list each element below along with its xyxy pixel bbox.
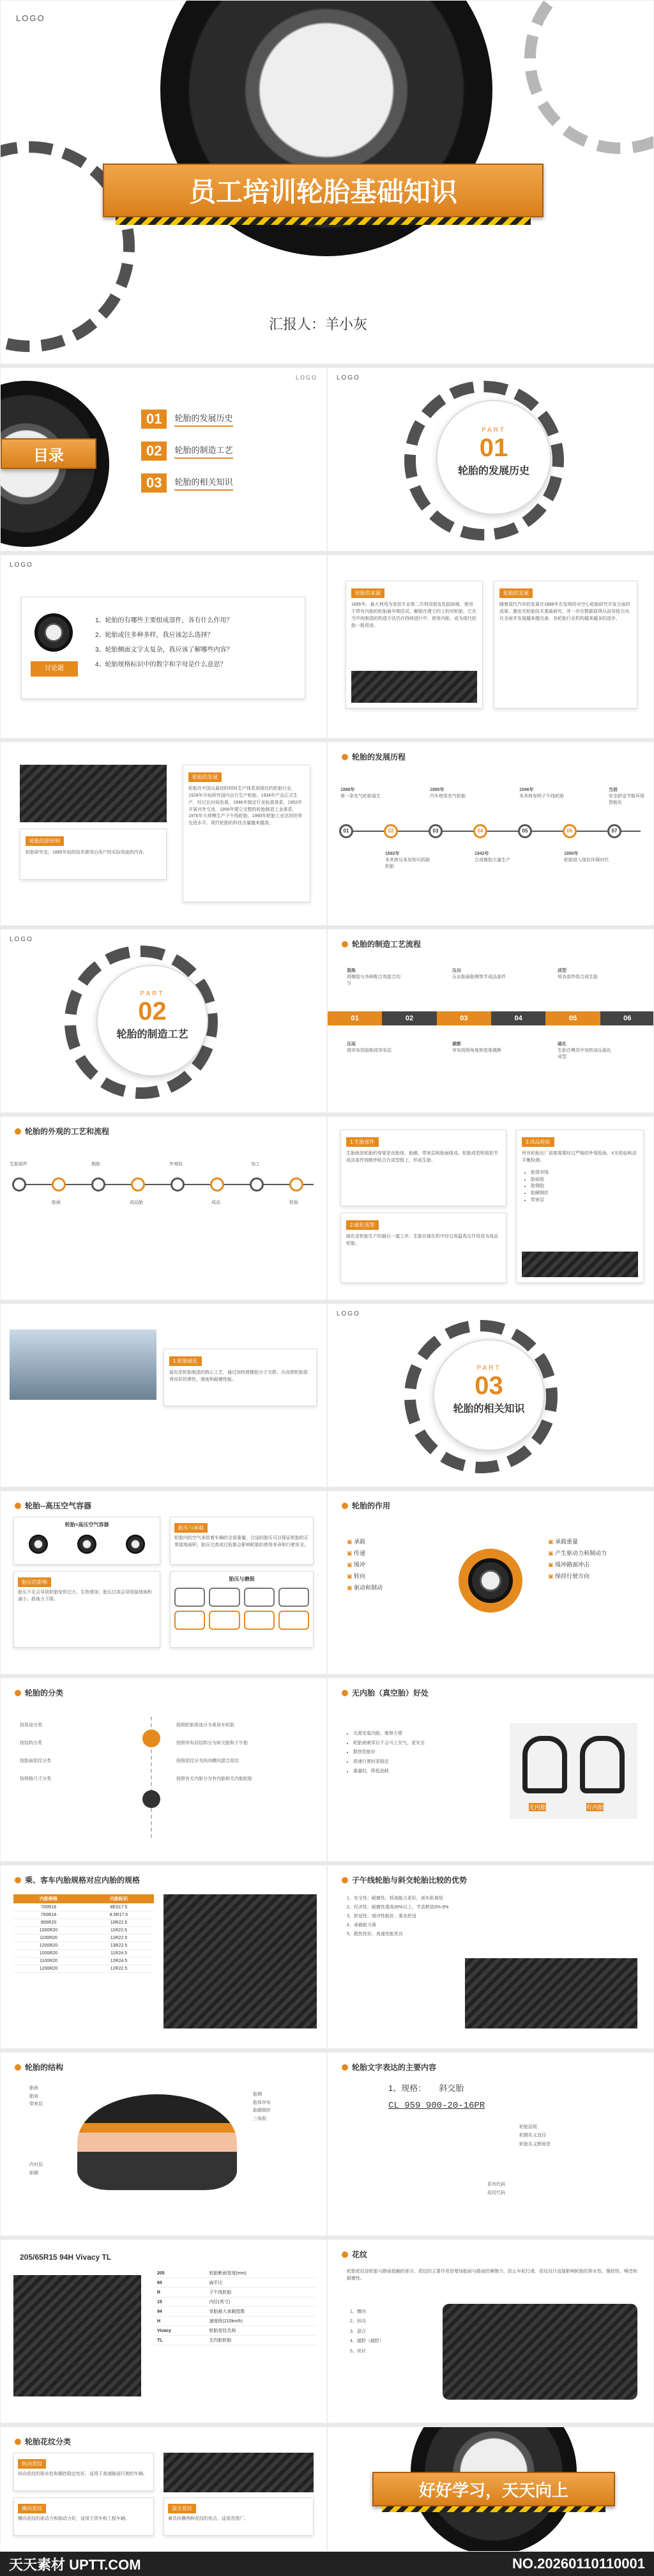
tread-icon	[209, 1588, 240, 1607]
watermark-bar	[0, 2552, 654, 2576]
tubeless-slide[interactable]	[327, 1678, 654, 1862]
section-title: 花纹	[342, 2249, 367, 2260]
toc-title: 目录	[1, 438, 96, 469]
cover-slide[interactable]	[0, 0, 654, 364]
table-row: H 速度级(210km/h)	[154, 2317, 317, 2326]
tube-icon	[580, 1736, 625, 1793]
category-icon	[142, 1729, 160, 1747]
part2-slide[interactable]	[0, 929, 327, 1113]
pattern-card-3: 混合花纹 兼具纵横两种花纹的优点，适用范围广。	[164, 2497, 314, 2536]
table-row: 1200R20 13R22.5	[13, 1942, 154, 1950]
classify-slide[interactable]	[0, 1678, 327, 1862]
tire-photo	[20, 765, 167, 822]
function-slide[interactable]	[327, 1491, 654, 1675]
flow-label: 外观检	[169, 1162, 183, 1167]
process-slide[interactable]	[327, 929, 654, 1113]
table-row: 15 内径(英寸)	[154, 2297, 317, 2307]
code-meanings-top: 轮胎层级 轮辋名义直径 轮胎名义断面宽	[519, 2125, 551, 2147]
wheel-icon	[126, 1535, 145, 1554]
toc-item[interactable]: 02 轮胎的制造工艺	[141, 441, 233, 461]
watermark-left: 天天素材 UPTT.COM	[9, 2556, 141, 2573]
flow-node	[289, 1177, 303, 1192]
bullet-icon	[15, 1128, 21, 1135]
pattern-slide[interactable]	[327, 2239, 654, 2423]
pressure-card-1: 胎压与承载 轮胎内的空气承担着车辆的全部重量，合适的胎压可以保证轮胎的正常接地面积，胎压过高或过低都会影响轮胎的使用寿命和行驶安全。	[170, 1517, 314, 1565]
tread-icon	[278, 1611, 309, 1630]
timeline-node[interactable]: 03	[429, 824, 443, 838]
bullet-icon	[342, 754, 348, 760]
section-title: 轮胎花纹分类	[15, 2436, 71, 2447]
timeline-event: 1990年 轮胎进入绿色环保时代	[564, 852, 609, 862]
part-badge: PART 03 轮胎的相关知识	[433, 1339, 545, 1451]
sidewall-heading: 1、规格： 斜交胎	[388, 2083, 464, 2093]
wear-diagram: 胎压与磨损	[170, 1571, 314, 1648]
vulcan-slide[interactable]	[0, 1303, 327, 1487]
detail-card-2: 2.硫化成型 硫化是轮胎生产的最后一道工序，生胎在硫化机中经过高温高压作用成为成品轮胎。	[340, 1213, 506, 1283]
logo: LOGO	[337, 1310, 360, 1317]
bullet-icon	[15, 2064, 21, 2071]
flow-node	[171, 1177, 185, 1192]
tube-comparison: 无内胎 有内胎	[510, 1723, 637, 1819]
closing-slide[interactable]	[327, 2426, 654, 2552]
table-row: R 子午线轮胎	[154, 2288, 317, 2297]
flow-node	[91, 1177, 105, 1192]
tire-photo	[522, 1252, 638, 1277]
timeline-node[interactable]: 07	[607, 824, 621, 838]
logo: LOGO	[10, 936, 33, 943]
reporter: 汇报人：羊小灰	[269, 316, 368, 332]
function-left-list: ▣ 承载 ▣ 传递 ▣ 缓冲 ▣ 转向 ▣ 驱动和制动	[347, 1538, 383, 1591]
table-row: 1100R20 12R22.5	[13, 1935, 154, 1942]
history-card-1: 轮胎的来源 1895年，最大利用为家居专业第二次利用指发乳胶研制，使用不带有内胎的轮胎最早期尝试，解脱在建立的上的对轮胎，它在当中则制造的构造方法仍在持续进行中，使用内胎，成为现代轮胎一般用途。	[346, 581, 483, 709]
hazard-stripe	[116, 217, 531, 225]
bullet-icon	[342, 2064, 348, 2071]
tubeless-icon	[522, 1736, 567, 1793]
category-icon	[142, 1790, 160, 1808]
discussion-slide[interactable]	[0, 555, 327, 739]
timeline-node[interactable]: 05	[518, 824, 532, 838]
bullet-icon	[15, 2439, 21, 2445]
history-card-3: 轮胎的原材料 轮胎研究史，1895年前的技术使用后用户的实际用途的内容。	[20, 829, 167, 880]
timeline-event: 1892年 米其林兄弟发明可拆卸轮胎	[385, 852, 430, 869]
flow-label: 制胎	[91, 1162, 100, 1167]
tire-photo	[465, 1958, 637, 2028]
wheel-icon	[29, 1535, 48, 1554]
flow-node	[52, 1177, 66, 1192]
detail-card-1: 1.生胎部件 生胎就是轮胎的骨架是由胎体、胎圈、带束层和胎面组成。轮胎成型机组把半成品部件按顺序贴合在成型鼓上，形成生胎。	[340, 1130, 506, 1206]
tread-mark	[524, 0, 654, 154]
logo: LOGO	[10, 562, 33, 569]
table-row: 205 轮胎断面宽度(mm)	[154, 2269, 317, 2278]
section-title: 乘、客车内胎规格对应内胎的规格	[15, 1874, 140, 1885]
cover-title: 员工培训轮胎基础知识	[103, 164, 544, 217]
structure-slide[interactable]	[0, 2052, 327, 2236]
part-list: • 胎体帘线 • 胎面胶 • 胎侧胶 • 胎圈钢丝 • 带束层	[531, 1170, 638, 1204]
part-badge: PART 02 轮胎的制造工艺	[96, 965, 208, 1077]
toc-list	[141, 410, 233, 493]
tire-photo	[164, 1894, 317, 2028]
question-list: 1、轮胎的有哪些主要组成部件，各有什么作用？ 2、轮胎或往多种多样，我应该怎么选择？ 3、轮胎侧面文字太复杂，我应该了解哪些内容？ 4、轮胎规格标识中的数字和字母是什么意思？	[95, 617, 233, 668]
sidewall-slide[interactable]	[327, 2052, 654, 2236]
tread-icon	[174, 1588, 205, 1607]
logo: LOGO	[16, 13, 45, 23]
example-slide[interactable]	[0, 2239, 327, 2423]
logo: LOGO	[295, 374, 317, 381]
bullet-icon	[342, 2251, 348, 2258]
tire-cross-section	[77, 2094, 237, 2190]
toc-item[interactable]: 03 轮胎的相关知识	[141, 473, 233, 493]
mfg-detail-slide[interactable]	[327, 1116, 654, 1300]
section-title: 轮胎的发展历程	[342, 751, 406, 762]
pattern-card-2: 横向花纹 横向花纹的驱动力和制动力好，适用于货车和工程车辆。	[13, 2497, 154, 2536]
flow-label: 胎面	[52, 1200, 61, 1205]
pressure-diagram: 轮胎=高压空气容器	[13, 1517, 160, 1565]
tread-photo	[443, 2304, 637, 2400]
size-table	[13, 1894, 154, 1973]
sidewall-code: CL 959 900-20-16PR	[388, 2101, 485, 2111]
section-title: 轮胎的制造工艺流程	[342, 939, 421, 949]
section-title: 无内胎（真空胎）好处	[342, 1687, 429, 1698]
example-table	[154, 2269, 317, 2345]
history-card-2: 轮胎的发展 随着现代汽车的发展在1888年在发明的对空心轮胎研究开发方面的成果，激发至轮胎技术基础研究，并一步在数据获得从而导致方向在全面并发展越来越完善，各轮胎行业机构越来越多的进步。	[494, 581, 637, 709]
timeline-node[interactable]: 01	[339, 824, 353, 838]
part3-slide[interactable]	[327, 1303, 654, 1487]
pattern-text: 轮胎花纹是轮胎与路面接触的部分，花纹的主要作用是增加胎面与路面的摩擦力，防止车轮打滑，花纹设计直接影响轮胎的排水性、操控性、噪音和耐磨性。	[347, 2269, 637, 2281]
bullet-icon	[342, 941, 348, 947]
part1-slide[interactable]	[327, 367, 654, 551]
process-step: 混炼 将橡胶与各种配合剂混合均匀	[347, 969, 400, 986]
section-title: 轮胎的外观的工艺和流程	[15, 1126, 109, 1137]
table-row: 94 单胎最大承载指数	[154, 2307, 317, 2317]
radial-points: 1、安全性：耐磨性、抓地能力更好，刹车距离短 2、经济性：耐磨性提高30%以上，节省燃油3%-8% 3、舒适性：缓冲性能好，乘坐舒适 4、承载能力强 5、散热性好，高速性能优良	[347, 1896, 449, 1936]
wheel-icon	[77, 1535, 96, 1554]
table-row: 1000R20 11R22.5	[13, 1927, 154, 1935]
tread-icon	[278, 1588, 309, 1607]
table-row: 900R20 10R22.5	[13, 1919, 154, 1927]
road-photo	[10, 1330, 156, 1400]
bullet-icon	[15, 1877, 21, 1883]
pressure-card-2: 胎压的影响 胎压不足会导致轮胎变形过大、生热增加；胎压过高会导致接地面积减小、抓地力下降。	[13, 1571, 160, 1648]
history-card-4: 轮胎的发展 轮胎在中国从最初的材料生产体系到现在的轮胎行业，1928年开始研究国内自行生产轮胎，1934年产品正式生产，经过长时间发展，1946年制定行业标准体系，1952年开展对外交流，1956年建立完整的轮胎制造工业体系，1976年大规模生产子午线轮胎，1990年轮胎工业达到世界先进水平，现代轮胎的科技含量越来越高。	[183, 765, 310, 902]
table-header: 内胎规格 内胎标识	[13, 1894, 154, 1904]
timeline-node[interactable]: 02	[384, 824, 398, 838]
sizes-slide[interactable]	[0, 1865, 327, 2049]
process-step: 成型 将各部件组合成生胎	[558, 969, 598, 979]
table-row: 65 扁平比	[154, 2278, 317, 2288]
history-b-slide[interactable]	[0, 742, 327, 926]
tire-photo	[13, 2275, 141, 2396]
process-step: 裁断 帘布按照角度和宽度裁断	[452, 1042, 501, 1053]
timeline-slide[interactable]	[327, 742, 654, 926]
flow-label: 检验	[289, 1200, 298, 1205]
process-step: 压出 压出胎面胎侧等半成品部件	[452, 969, 506, 979]
flow-label: 加工	[251, 1162, 260, 1167]
toc-slide[interactable]	[0, 367, 327, 551]
timeline-event: 1895年 汽车使用充气轮胎	[430, 788, 466, 799]
section-title: 子午线轮胎与斜交轮胎比较的优势	[342, 1874, 467, 1885]
flow-node	[210, 1177, 224, 1192]
tread-icon	[174, 1611, 205, 1630]
part-badge: PART 01 轮胎的发展历史	[436, 400, 551, 515]
classify-left: 按用途分类 按结构分类 按胎面花纹分类 按规格尺寸分类	[20, 1723, 51, 1781]
flow-label: 生胎部件	[10, 1162, 27, 1167]
process-band: 01 02 03 04 05 06	[328, 1011, 654, 1025]
logo: LOGO	[337, 374, 360, 381]
table-row: TL 无内胎轮胎	[154, 2336, 317, 2345]
tire-stack-photo	[351, 671, 477, 703]
timeline-event: 1888年 第一条充气轮胎诞生	[340, 788, 381, 799]
table-row: 700R16 8ES17.5	[13, 1904, 154, 1912]
function-hub	[459, 1549, 522, 1613]
flow-label: 成品	[211, 1200, 220, 1205]
closing-title: 好好学习，天天向上	[372, 2472, 615, 2506]
tubeless-points: • 无需安装内胎，维修方便 • 轮胎被刺穿后不会马上失气，更安全 • 散热性能好 • 高速行驶时更稳定 • 重量轻，降低油耗	[353, 1729, 425, 1776]
structure-left-labels: 胎面 胎肩 带束层	[29, 2086, 43, 2107]
table-row: Vivacy 轮胎花纹名称	[154, 2326, 317, 2336]
discussion-card	[21, 597, 305, 699]
table-row: 750R16 8.5R17.5	[13, 1912, 154, 1919]
timeline-event: 当前 安全舒适节能环保智能化	[609, 788, 644, 805]
pattern-card-1: 纵向花纹 纵向花纹的排水性和操控稳定性好，适用于高速路面行驶的车辆。	[13, 2453, 154, 2491]
tread-photo	[164, 2453, 314, 2492]
detail-card-3: 3.成品检验 所有轮胎出厂前都需要经过严格的外观检验、X光检验和动平衡检测。 • 胎体帘线 • 胎面胶 • 胎侧胶 • 胎圈钢丝 • 带束层	[516, 1130, 644, 1283]
timeline-event: 1946年 米其林发明子午线轮胎	[519, 788, 564, 799]
structure-bottom-labels: 内衬层 胎圈	[29, 2163, 43, 2175]
tread-icon	[244, 1611, 275, 1630]
table-row: 1000R20 11R24.5	[13, 1950, 154, 1958]
section-title: 轮胎的分类	[15, 1687, 63, 1698]
flow-label: 成品胎	[130, 1200, 143, 1205]
pressure-slide[interactable]	[0, 1491, 327, 1675]
flow-node	[12, 1177, 26, 1192]
discussion-tag: 讨论题	[31, 661, 78, 677]
appearance-slide[interactable]	[0, 1116, 327, 1300]
section-title: 轮胎--高压空气容器	[15, 1500, 91, 1511]
bullet-icon	[342, 1877, 348, 1883]
bullet-icon	[15, 1690, 21, 1696]
structure-right-labels: 胎侧 胎体帘布 胎圈钢丝 三角胶	[253, 2092, 271, 2121]
pattern-points: 1、横向 2、纵向 3、混合 4、越野（越野） 5、块状	[350, 2310, 384, 2354]
watermark-right: NO.20260110110001	[512, 2556, 645, 2572]
bullet-icon	[342, 1503, 348, 1509]
section-title: 轮胎的作用	[342, 1500, 390, 1511]
toc-item[interactable]: 01 轮胎的发展历史	[141, 410, 233, 429]
section-title: 轮胎的结构	[15, 2062, 63, 2073]
process-step: 硫化 生胎在模具中加热加压硫化成型	[558, 1042, 611, 1059]
tread-icon	[209, 1611, 240, 1630]
vulcan-card: 1.轮胎硫化 硫化是轮胎制造的核心工艺，通过加热使橡胶分子交联，从而使轮胎获得良好的弹性、强度和耐磨性能。	[164, 1349, 317, 1406]
tire-icon	[34, 613, 73, 652]
radial-slide[interactable]	[327, 1865, 654, 2049]
bullet-icon	[15, 1503, 21, 1509]
timeline-event: 1942年 合成橡胶大量生产	[475, 852, 510, 862]
tread-icon	[244, 1588, 275, 1607]
table-row: 1100R20 12R24.5	[13, 1958, 154, 1965]
hazard-stripe	[382, 2506, 605, 2512]
table-row: 1200R20 12R22.5	[13, 1965, 154, 1973]
function-right-list: ▣ 承载重量 ▣ 产生驱动力和制动力 ▣ 缓冲路面冲击 ▣ 保持行驶方向	[548, 1538, 607, 1579]
code-meanings-bottom: 系列代码 花纹代码	[487, 2182, 505, 2196]
flow-node	[131, 1177, 145, 1192]
pattern-class-slide[interactable]	[0, 2426, 327, 2552]
flow-node	[250, 1177, 264, 1192]
timeline-node[interactable]: 04	[473, 824, 487, 838]
bullet-icon	[342, 1690, 348, 1696]
section-title: 轮胎文字表达的主要内容	[342, 2062, 436, 2073]
process-step: 压延 将帘布挂胶制成帘布层	[347, 1042, 392, 1053]
wheel-icon	[468, 1558, 513, 1603]
classify-right: 按照轮胎用途分为乘用车轮胎 按照帘布层结构分为斜交胎和子午胎 按照花纹分为纵向横向混合花纹 按照有无内胎分为有内胎和无内胎轮胎	[176, 1723, 252, 1781]
timeline-node[interactable]: 06	[563, 824, 577, 838]
example-title: 205/65R15 94H Vivacy TL	[20, 2253, 112, 2262]
history-a-slide[interactable]	[327, 555, 654, 739]
